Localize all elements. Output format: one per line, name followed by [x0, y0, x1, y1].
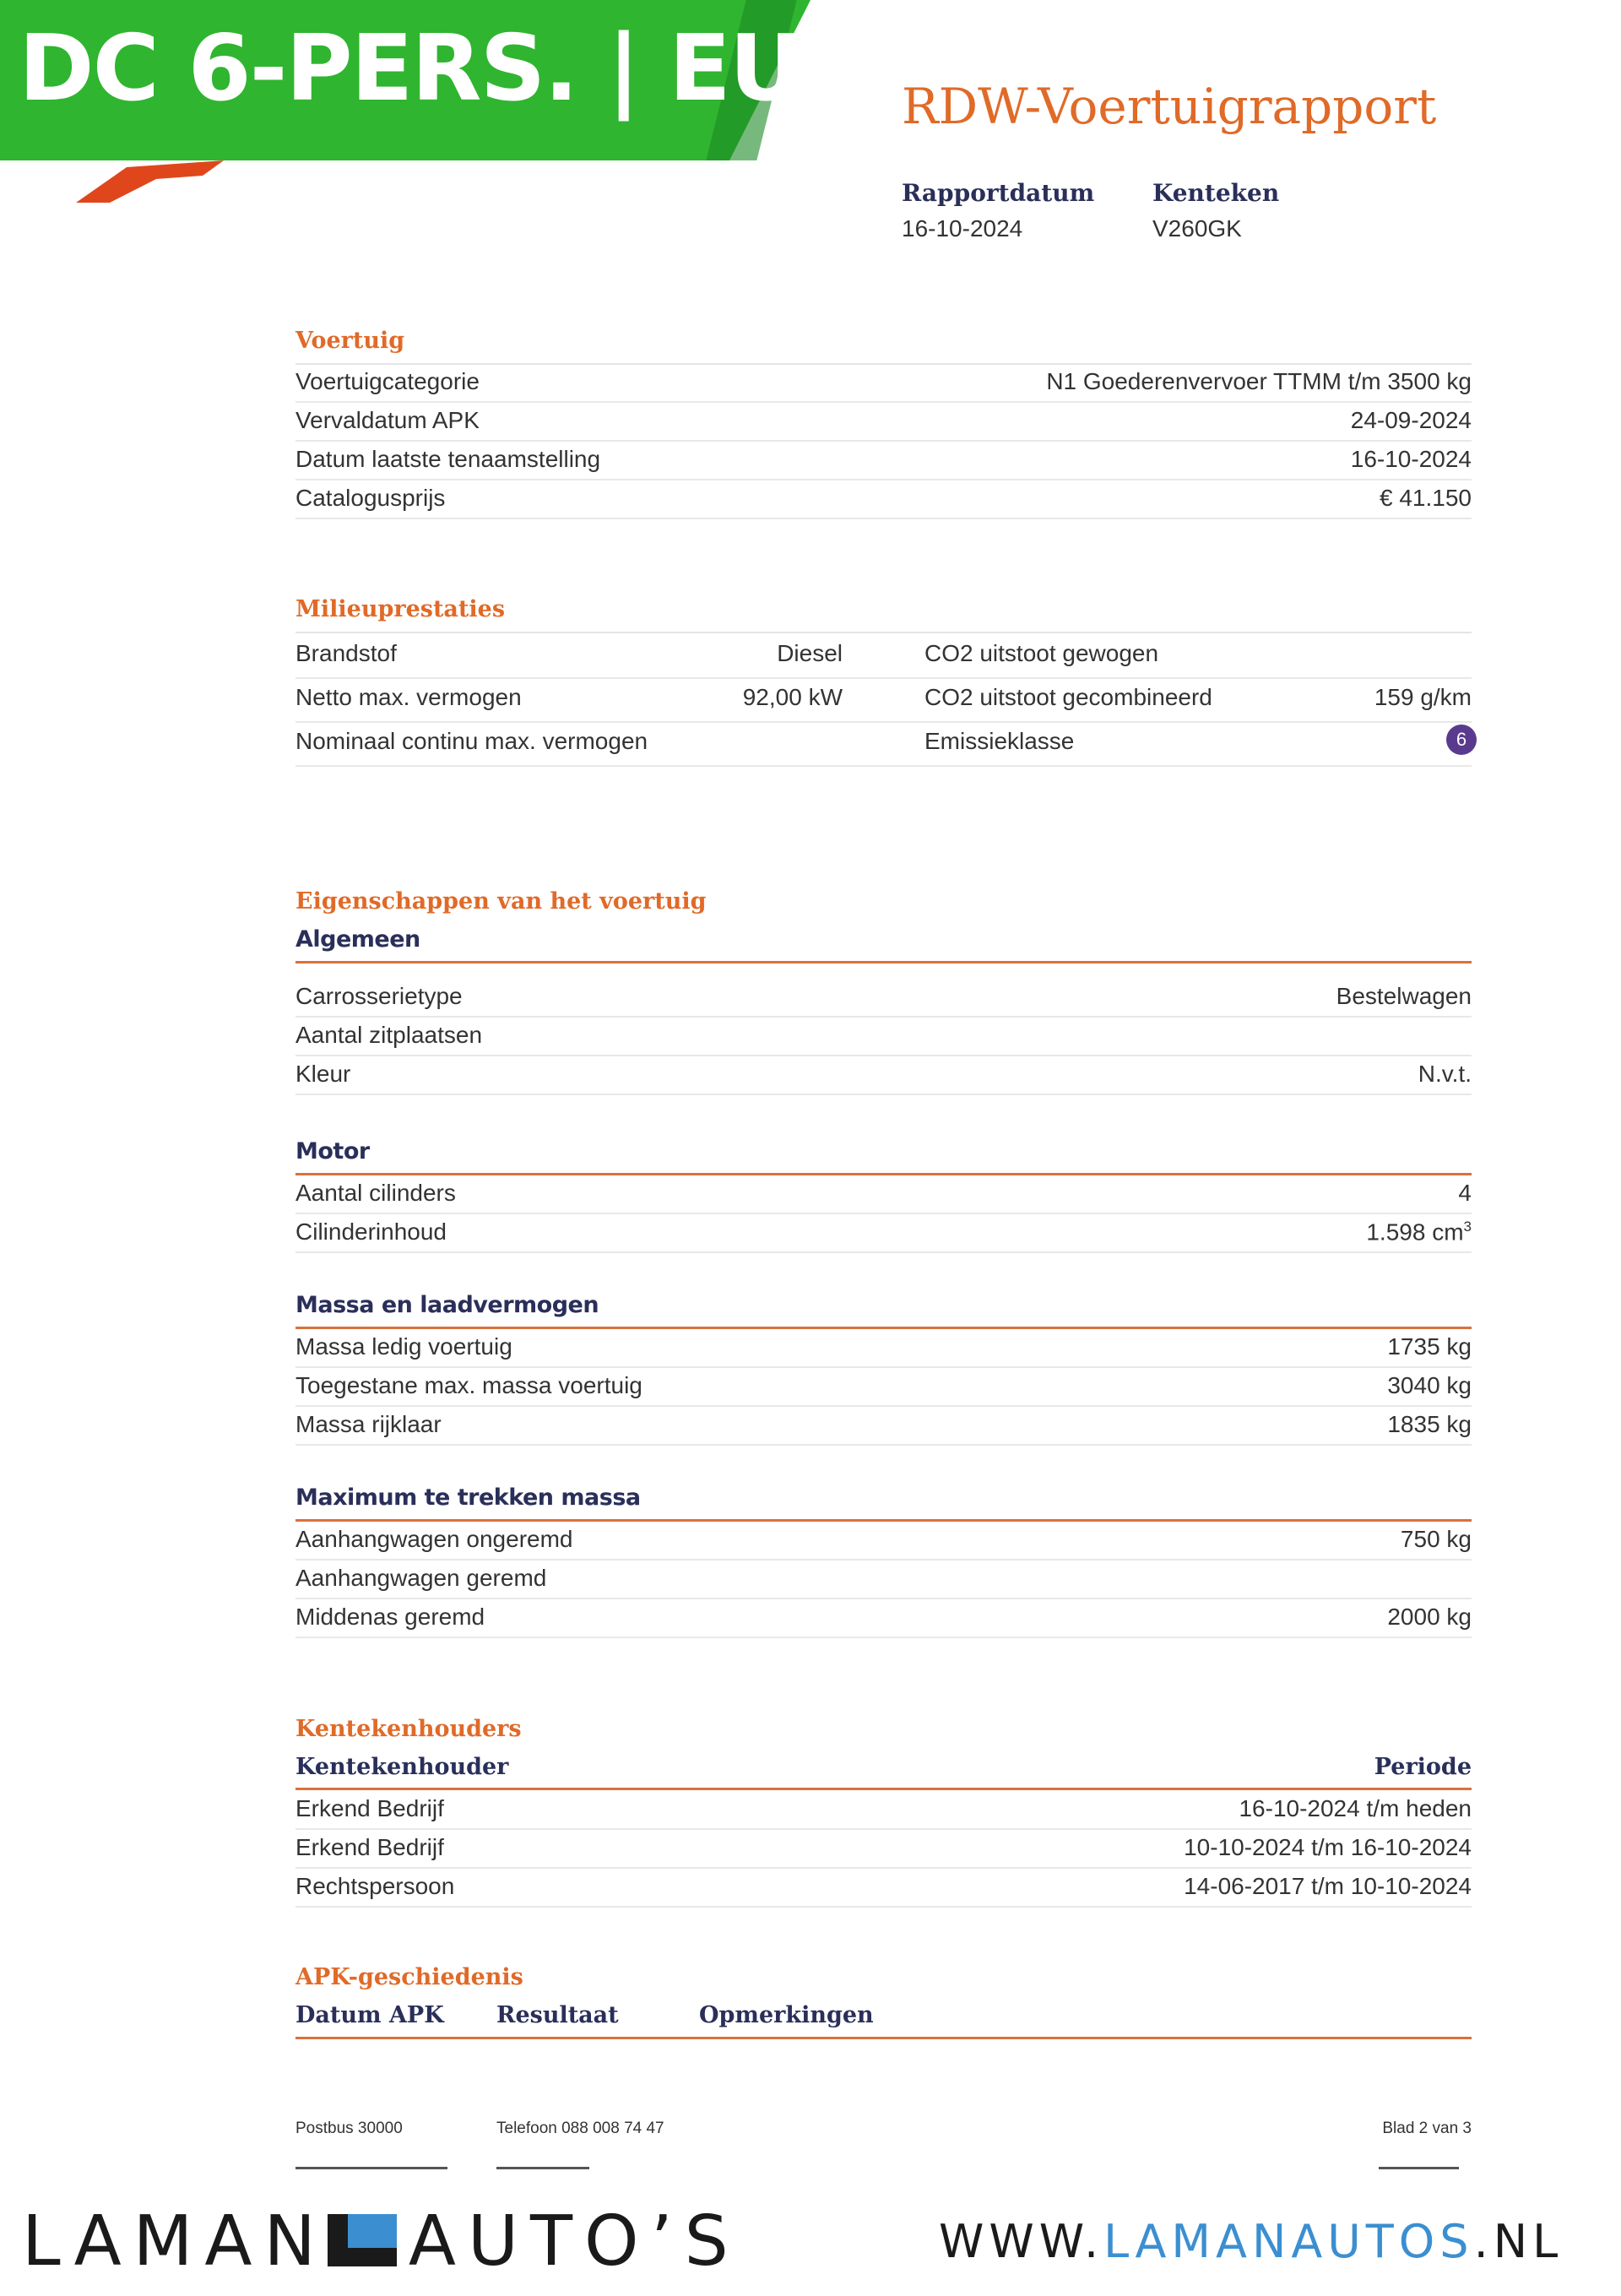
table-row — [295, 1521, 1472, 1561]
row-label: Nominaal continu max. vermogen — [295, 728, 648, 754]
row-label: Aanhangwagen geremd — [295, 1565, 547, 1591]
table-row — [295, 480, 1472, 519]
website-url[interactable] — [939, 2212, 1563, 2272]
row-value: 16-10-2024 — [1350, 446, 1472, 472]
row-label: Brandstof — [295, 640, 397, 666]
row-value: 1835 kg — [1387, 1411, 1472, 1437]
column-header-period: Periode — [1374, 1754, 1472, 1780]
row-value: N1 Goederenvervoer TTMM t/m 3500 kg — [1046, 368, 1472, 394]
divider — [295, 632, 1472, 633]
flame-logo-icon — [76, 160, 224, 203]
divider — [295, 2037, 1472, 2039]
row-value: 4 — [1458, 1180, 1472, 1206]
footer-page-number: Blad 2 van 3 — [1382, 2120, 1472, 2137]
row-label: Emissieklasse — [924, 728, 1075, 754]
row-label: Aantal zitplaatsen — [295, 1022, 483, 1048]
section-houders-title: Kentekenhouders — [295, 1716, 522, 1742]
row-value: 10-10-2024 t/m 16-10-2024 — [1184, 1834, 1472, 1860]
plate-label: Kenteken — [1152, 179, 1280, 207]
subsection-trekken-title: Maximum te trekken massa — [295, 1485, 641, 1511]
column-header-result: Resultaat — [496, 2002, 619, 2028]
row-value: 16-10-2024 t/m heden — [1239, 1795, 1472, 1821]
subsection-algemeen-title: Algemeen — [295, 926, 420, 953]
table-row — [295, 1213, 1472, 1253]
table-row — [295, 679, 1472, 723]
row-label: Voertuigcategorie — [295, 368, 480, 394]
footer-cropped-line — [287, 2163, 1486, 2175]
table-row — [295, 1790, 1472, 1830]
table-row — [295, 1175, 1472, 1214]
column-header-date: Datum APK — [295, 2002, 444, 2028]
unit-superscript: 3 — [1463, 1219, 1472, 1235]
column-header-notes: Opmerkingen — [699, 2002, 874, 2028]
row-label: Massa ledig voertuig — [295, 1333, 512, 1360]
row-label: Massa rijklaar — [295, 1411, 442, 1437]
row-value: € 41.150 — [1380, 485, 1472, 511]
url-prefix: WWW. — [939, 2215, 1104, 2268]
row-label: Middenas geremd — [295, 1604, 485, 1630]
url-tld: .NL — [1473, 2215, 1564, 2268]
row-value — [1366, 1219, 1472, 1246]
logo-text-autos: AUTO’S — [408, 2201, 740, 2282]
report-date-value: 16-10-2024 — [902, 215, 1023, 242]
section-voertuig-title: Voertuig — [295, 328, 405, 354]
row-label: CO2 uitstoot gewogen — [924, 640, 1159, 666]
row-label: Aanhangwagen ongeremd — [295, 1526, 573, 1552]
table-row — [295, 1367, 1472, 1407]
row-label: Erkend Bedrijf — [295, 1795, 444, 1821]
row-value: 14-06-2017 t/m 10-10-2024 — [1184, 1873, 1472, 1899]
row-value: Bestelwagen — [1336, 983, 1472, 1009]
subsection-motor-title: Motor — [295, 1138, 370, 1164]
row-label: Carrosserietype — [295, 983, 463, 1009]
table-row — [295, 1406, 1472, 1446]
row-value: 159 g/km — [1374, 684, 1472, 710]
column-header-holder: Kentekenhouder — [295, 1754, 509, 1780]
table-row — [295, 441, 1472, 480]
row-label: Aantal cilinders — [295, 1180, 456, 1206]
row-value: 750 kg — [1400, 1526, 1472, 1552]
row-value: 2000 kg — [1387, 1604, 1472, 1630]
row-label: Datum laatste tenaamstelling — [295, 446, 601, 472]
row-value: N.v.t. — [1418, 1061, 1472, 1087]
row-value: 92,00 kW — [742, 684, 843, 710]
table-row — [295, 635, 1472, 679]
laman-autos-logo — [22, 2201, 740, 2282]
row-label: Erkend Bedrijf — [295, 1834, 444, 1860]
row-label: Cilinderinhoud — [295, 1219, 447, 1245]
row-label: Netto max. vermogen — [295, 684, 522, 710]
emission-class-badge: 6 — [1446, 725, 1477, 755]
table-row — [295, 1328, 1472, 1368]
displacement-value: 1.598 cm — [1366, 1219, 1464, 1246]
row-label: Rechtspersoon — [295, 1873, 455, 1899]
report-title: RDW-Voertuigrapport — [902, 78, 1437, 135]
section-milieu-title: Milieuprestaties — [295, 596, 506, 622]
row-value: 24-09-2024 — [1350, 407, 1472, 433]
table-row — [295, 1017, 1472, 1056]
report-date-label: Rapportdatum — [902, 179, 1095, 207]
plate-value: V260GK — [1152, 215, 1242, 242]
footer-address: Postbus 30000 — [295, 2120, 403, 2137]
table-row — [295, 1056, 1472, 1095]
table-row — [295, 1599, 1472, 1638]
row-label: Kleur — [295, 1061, 351, 1087]
divider — [295, 961, 1472, 963]
row-value: Diesel — [777, 640, 843, 666]
row-label: CO2 uitstoot gecombineerd — [924, 684, 1212, 710]
table-row — [295, 402, 1472, 442]
table-row — [295, 363, 1472, 403]
subsection-massa-title: Massa en laadvermogen — [295, 1292, 599, 1318]
section-eigenschappen-title: Eigenschappen van het voertuig — [295, 888, 707, 915]
banner-text: DC 6-PERS. | EURO 6 — [19, 16, 1038, 122]
url-domain: LAMANAUTOS — [1103, 2215, 1474, 2268]
table-row — [295, 1868, 1472, 1908]
section-apk-title: APK-geschiedenis — [295, 1964, 523, 1990]
row-value: 3040 kg — [1387, 1372, 1472, 1398]
logo-mark-icon — [328, 2214, 397, 2266]
table-row — [295, 1829, 1472, 1869]
table-row — [295, 978, 1472, 1018]
logo-text-laman: LAMAN — [22, 2201, 328, 2282]
row-label: Vervaldatum APK — [295, 407, 480, 433]
footer-phone: Telefoon 088 008 74 47 — [496, 2120, 664, 2137]
row-value: 1735 kg — [1387, 1333, 1472, 1360]
row-label: Toegestane max. massa voertuig — [295, 1372, 642, 1398]
row-label: Catalogusprijs — [295, 485, 446, 511]
table-row — [295, 723, 1472, 767]
table-row — [295, 1560, 1472, 1599]
